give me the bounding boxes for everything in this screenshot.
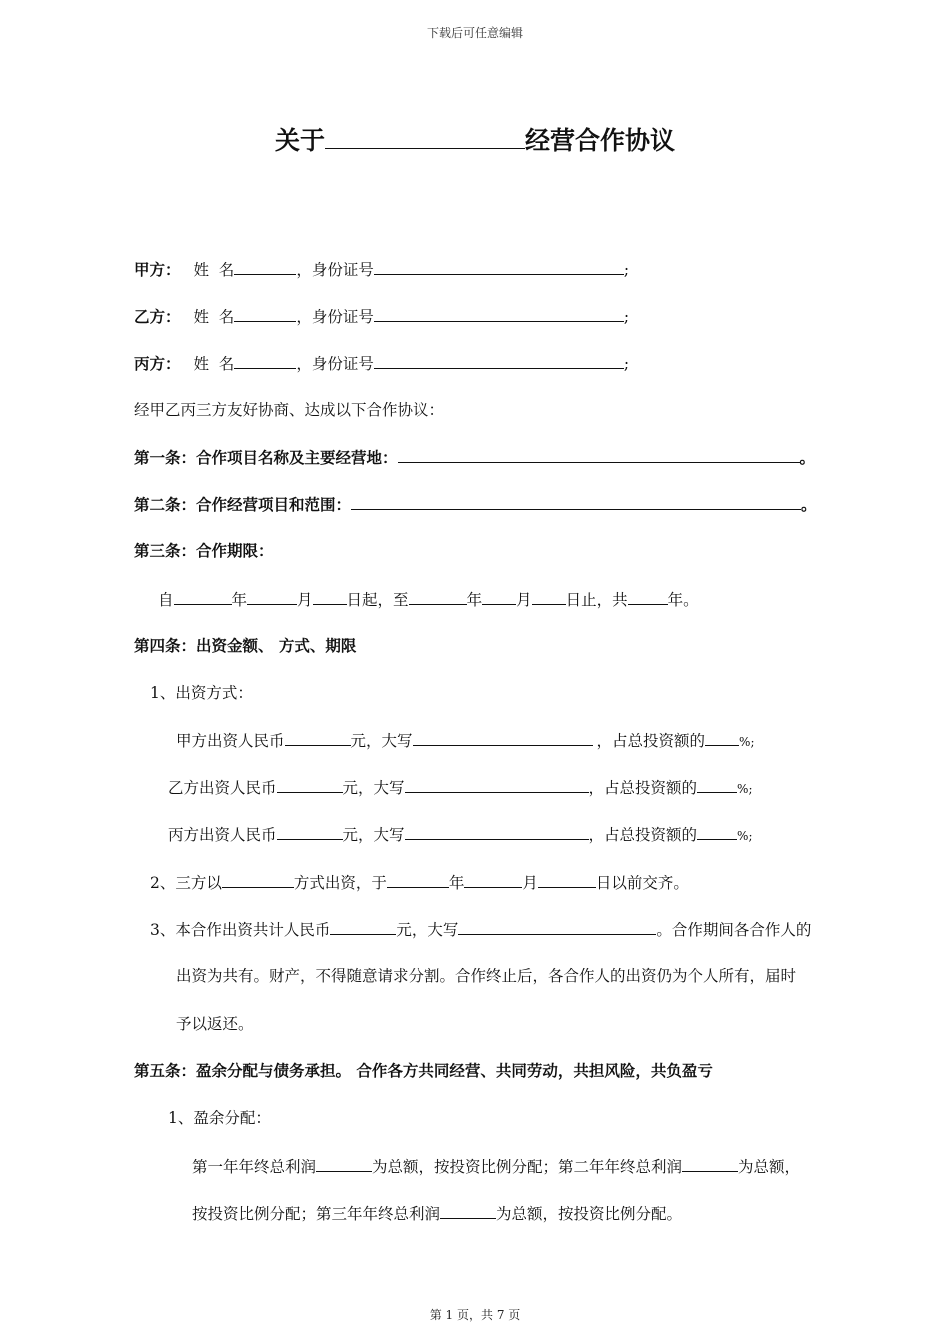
contrib-a-pct: %; xyxy=(739,735,755,749)
sub2-b: 方式出资，于 xyxy=(293,874,387,892)
party-c-id-blank[interactable] xyxy=(374,352,624,369)
sub3-c: 。合作期间各合作人的 xyxy=(656,921,812,939)
term-year-2: 年 xyxy=(466,591,483,609)
article-1-end: 。 xyxy=(799,449,816,467)
party-c-end: ; xyxy=(623,355,630,373)
article-2 xyxy=(134,493,817,516)
contrib-c-share: ，占总投资额的 xyxy=(588,826,698,844)
article-4-sub3-line2: 出资为共有。财产，不得随意请求分割。合作终止后，各合作人的出资仍为个人所有，届时 xyxy=(176,967,797,985)
contrib-a-label: 甲方出资人民币 xyxy=(176,732,285,750)
sub3-b: 元，大写 xyxy=(396,921,459,939)
article-3-heading: 第三条：合作期限： xyxy=(134,542,274,560)
article-5-heading: 第五条：盈余分配与债务承担。 合作各方共同经营、共同劳动，共担风险，共负盈亏 xyxy=(134,1062,713,1080)
contrib-b-words-blank[interactable] xyxy=(405,776,589,793)
total-words-blank[interactable] xyxy=(458,918,656,935)
year3-profit-blank[interactable] xyxy=(440,1202,496,1219)
contrib-c-label: 丙方出资人民币 xyxy=(168,826,277,844)
sub2-c: 年 xyxy=(448,874,465,892)
sub2-d: 月 xyxy=(522,874,538,892)
article-2-blank[interactable] xyxy=(351,493,801,510)
term-month-1: 月 xyxy=(297,591,313,609)
profit-line-1 xyxy=(192,1155,800,1178)
article-1-blank[interactable] xyxy=(398,446,800,463)
profit-2-b: 为总额，按投资比例分配。 xyxy=(496,1205,683,1223)
end-month-blank[interactable] xyxy=(482,588,516,605)
title-suffix: 经营合作协议 xyxy=(525,126,676,155)
contrib-a-amount-blank[interactable] xyxy=(285,729,351,746)
start-year-blank[interactable] xyxy=(174,588,232,605)
party-b-name-label: 姓 名 xyxy=(193,308,235,326)
page-header-note: 下载后可任意编辑 xyxy=(426,26,523,40)
party-c-id-label: ，身份证号 xyxy=(296,355,374,373)
intro-text: 经甲乙丙三方友好协商、达成以下合作协议： xyxy=(134,401,445,419)
contribution-row-c xyxy=(168,823,753,847)
article-2-end: 。 xyxy=(801,496,817,514)
article-4-sub3-line3: 予以返还。 xyxy=(176,1015,254,1033)
party-a-line xyxy=(134,258,629,281)
term-day-1: 日起，至 xyxy=(346,591,409,609)
party-c-name-blank[interactable] xyxy=(234,352,296,369)
deadline-year-blank[interactable] xyxy=(387,871,449,888)
party-a-end: ; xyxy=(623,261,630,279)
party-c-name-label: 姓 名 xyxy=(193,355,235,373)
article-4-sub2 xyxy=(150,871,689,894)
page-number: 第 1 页，共 7 页 xyxy=(429,1308,521,1322)
party-c-line xyxy=(134,352,629,375)
contrib-b-label: 乙方出资人民币 xyxy=(168,779,277,797)
party-a-label: 甲方： xyxy=(134,261,181,279)
party-b-end: ; xyxy=(623,308,630,326)
party-b-label: 乙方： xyxy=(134,308,181,326)
start-day-blank[interactable] xyxy=(313,588,347,605)
contrib-b-pct-blank[interactable] xyxy=(697,776,737,793)
year2-profit-blank[interactable] xyxy=(682,1155,738,1172)
contribution-row-a xyxy=(176,729,755,753)
term-years: 年。 xyxy=(667,591,699,609)
article-2-heading: 第二条：合作经营项目和范围： xyxy=(134,496,352,514)
sub2-a: 2、三方以 xyxy=(150,874,222,892)
profit-2-a: 按投资比例分配；第三年年终总利润 xyxy=(192,1205,441,1223)
profit-1-c: 为总额， xyxy=(738,1158,801,1176)
project-name-blank[interactable] xyxy=(325,124,525,149)
contrib-c-amount-blank[interactable] xyxy=(277,823,343,840)
contrib-b-share: ，占总投资额的 xyxy=(588,779,698,797)
article-4-sub3 xyxy=(150,918,811,941)
title-prefix: 关于 xyxy=(274,126,325,155)
party-a-name-label: 姓 名 xyxy=(193,261,235,279)
profit-line-2 xyxy=(192,1202,682,1225)
term-year-1: 年 xyxy=(231,591,248,609)
party-a-id-blank[interactable] xyxy=(374,258,624,275)
start-month-blank[interactable] xyxy=(247,588,297,605)
contrib-a-words-blank[interactable] xyxy=(413,729,593,746)
contrib-a-pct-blank[interactable] xyxy=(705,729,739,746)
contrib-b-yuan: 元，大写 xyxy=(342,779,405,797)
method-blank[interactable] xyxy=(222,871,294,888)
party-b-id-label: ，身份证号 xyxy=(296,308,374,326)
total-amount-blank[interactable] xyxy=(330,918,396,935)
party-b-name-blank[interactable] xyxy=(234,305,296,322)
profit-1-b: 为总额，按投资比例分配；第二年年终总利润 xyxy=(372,1158,683,1176)
contrib-b-amount-blank[interactable] xyxy=(277,776,343,793)
party-a-id-label: ，身份证号 xyxy=(296,261,374,279)
article-4-heading: 第四条：出资金额、 方式、期限 xyxy=(134,637,357,655)
term-from: 自 xyxy=(158,591,174,609)
article-4-sub1: 1、出资方式： xyxy=(150,684,253,702)
deadline-day-blank[interactable] xyxy=(538,871,596,888)
contrib-c-pct-blank[interactable] xyxy=(697,823,737,840)
article-3-term xyxy=(158,588,699,611)
contrib-b-pct: %; xyxy=(737,782,753,796)
term-month-2: 月 xyxy=(516,591,532,609)
article-5-sub1: 1、盈余分配： xyxy=(168,1109,271,1127)
contribution-row-b xyxy=(168,776,753,800)
end-year-blank[interactable] xyxy=(409,588,467,605)
party-b-line xyxy=(134,305,629,328)
profit-1-a: 第一年年终总利润 xyxy=(192,1158,317,1176)
sub3-a: 3、本合作出资共计人民币 xyxy=(150,921,331,939)
article-1 xyxy=(134,446,815,469)
party-b-id-blank[interactable] xyxy=(374,305,624,322)
end-day-blank[interactable] xyxy=(532,588,566,605)
contrib-a-yuan: 元，大写 xyxy=(350,732,413,750)
year1-profit-blank[interactable] xyxy=(316,1155,372,1172)
contrib-c-words-blank[interactable] xyxy=(405,823,589,840)
deadline-month-blank[interactable] xyxy=(464,871,522,888)
term-day-2: 日止，共 xyxy=(565,591,628,609)
party-c-label: 丙方： xyxy=(134,355,181,373)
contrib-a-share: ，占总投资额的 xyxy=(596,732,706,750)
party-a-name-blank[interactable] xyxy=(234,258,296,275)
document-title xyxy=(0,121,950,157)
article-1-heading: 第一条：合作项目名称及主要经营地： xyxy=(134,449,398,467)
total-years-blank[interactable] xyxy=(628,588,668,605)
contrib-c-yuan: 元，大写 xyxy=(342,826,405,844)
sub2-e: 日以前交齐。 xyxy=(595,874,689,892)
contrib-c-pct: %; xyxy=(737,829,753,843)
